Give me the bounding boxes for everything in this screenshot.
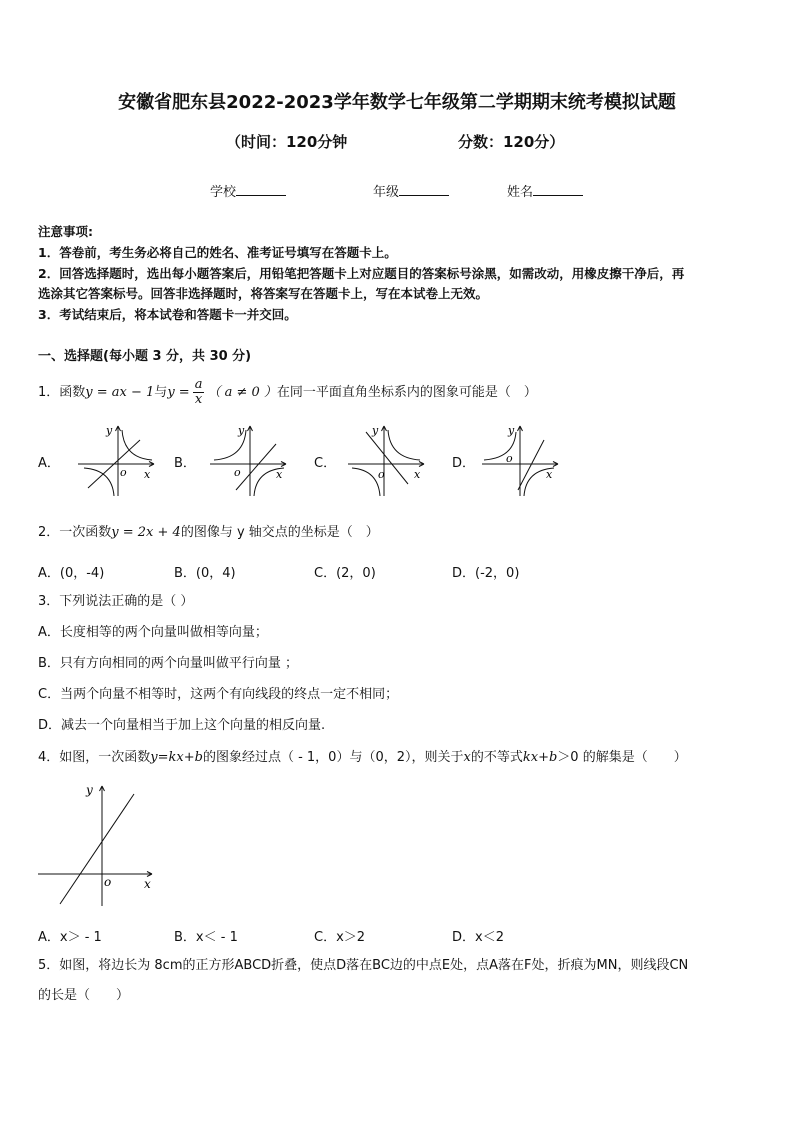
q1-graph-d	[478, 420, 562, 500]
y-axis-label: y	[238, 424, 245, 437]
name-label: 姓名	[507, 185, 534, 200]
school-field	[210, 181, 286, 200]
q4-graph	[34, 780, 158, 908]
origin-label: o	[104, 875, 112, 889]
q2-stem	[38, 523, 379, 543]
q1-fraction	[193, 378, 205, 407]
q2-option-a[interactable]: A．(0，-4)	[38, 566, 105, 581]
q4-option-c[interactable]: C．x＞2	[314, 930, 366, 945]
origin-label: o	[378, 468, 385, 481]
q4-option-b[interactable]: B．x＜ - 1	[174, 930, 238, 945]
q4-stem-b: 的图象经过点（ - 1，0）与（0，2），则关于	[202, 750, 464, 765]
q1-with: 与	[154, 385, 168, 400]
q1-formula-1: y = ax − 1	[85, 385, 155, 400]
q3-stem: 3．下列说法正确的是（ ）	[38, 594, 194, 609]
x-axis-label: x	[276, 468, 283, 481]
q2-option-d[interactable]: D．(-2，0)	[452, 566, 520, 581]
q1-number: 1．函数	[38, 385, 86, 400]
time-label: （时间：120分钟	[226, 133, 348, 151]
q4-stem-c: 的不等式	[470, 750, 523, 765]
origin-label: o	[506, 452, 513, 465]
school-label: 学校	[210, 185, 237, 200]
linear-function	[518, 440, 544, 490]
school-blank	[236, 183, 286, 196]
grade-blank	[399, 183, 449, 196]
q5-stem-line-2: 的长是（ ）	[38, 988, 130, 1003]
q2-formula: y = 2x + 4	[111, 525, 181, 540]
q1-rest: 在同一平面直角坐标系内的图象可能是（ ）	[276, 385, 537, 400]
linear-function	[236, 444, 276, 490]
q3-option-d[interactable]: D．减去一个向量相当于加上这个向量的相反向量.	[38, 718, 326, 733]
linear-function	[60, 794, 134, 904]
q1-graph-b	[206, 420, 290, 500]
origin-label: o	[234, 466, 241, 479]
q1-frac-den: x	[194, 392, 203, 407]
q1-option-c[interactable]: C．	[314, 456, 337, 471]
q4-stem-d: ＞0 的解集是（ ）	[557, 750, 687, 765]
notes-heading: 注意事项:	[38, 224, 93, 239]
x-axis-label: x	[546, 468, 553, 481]
q1-frac-num: a	[194, 377, 203, 392]
y-axis-label: y	[86, 783, 93, 797]
q3-option-b[interactable]: B．只有方向相同的两个向量叫做平行向量 ；	[38, 656, 299, 671]
x-axis-label: x	[144, 877, 151, 891]
x-axis-label: x	[414, 468, 421, 481]
origin-label: o	[120, 466, 127, 479]
q3-option-a[interactable]: A．长度相等的两个向量叫做相等向量；	[38, 625, 268, 640]
note-item: 选涂其它答案标号。回答非选择题时，将答案写在答题卡上，写在本试卷上无效。	[38, 286, 489, 301]
q4-formula: y=kx+b	[150, 750, 203, 765]
q5-stem-line-1: 5．如图，将边长为 8cm的正方形ABCD折叠，使点D落在BC边的中点E处，点A落在F处，折痕为MN，则线段CN	[38, 958, 689, 973]
y-axis-label: y	[372, 424, 379, 437]
section-heading: 一、选择题(每小题 3 分，共 30 分)	[38, 349, 252, 364]
name-blank	[533, 183, 583, 196]
hyperbola	[214, 430, 284, 496]
q1-option-d[interactable]: D．	[452, 456, 476, 471]
q2-option-b[interactable]: B．(0，4)	[174, 566, 236, 581]
q1-stem	[38, 378, 537, 407]
q1-formula-2: y =	[167, 385, 190, 400]
q4-option-d[interactable]: D．x＜2	[452, 930, 504, 945]
q4-inequality: kx+b	[522, 750, 558, 765]
score-label: 分数：120分）	[458, 133, 565, 151]
q1-option-a[interactable]: A．	[38, 456, 60, 471]
name-field	[507, 181, 583, 200]
q2-stem-b: 的图像与 y 轴交点的坐标是（ ）	[180, 525, 379, 540]
note-item: 1．答卷前，考生务必将自己的姓名、准考证号填写在答题卡上。	[38, 245, 397, 260]
q1-condition: （ a ≠ 0 ）	[207, 385, 277, 400]
q2-stem-a: 2．一次函数	[38, 525, 112, 540]
q4-stem-a: 4．如图，一次函数	[38, 750, 151, 765]
y-axis-label: y	[508, 424, 515, 437]
q3-option-c[interactable]: C．当两个向量不相等时，这两个有向线段的终点一定不相同；	[38, 687, 399, 702]
q4-variable: x	[463, 750, 471, 765]
q4-option-a[interactable]: A．x＞ - 1	[38, 930, 102, 945]
q1-graph-c	[344, 420, 428, 500]
q1-option-b[interactable]: B．	[174, 456, 196, 471]
y-axis-label: y	[106, 424, 113, 437]
note-item: 3．考试结束后，将本试卷和答题卡一并交回。	[38, 307, 297, 322]
note-item: 2．回答选择题时，选出每小题答案后，用铅笔把答题卡上对应题目的答案标号涂黑，如需改动，用橡皮擦干净后，再	[38, 266, 685, 281]
grade-field	[373, 181, 449, 200]
exam-title: 安徽省肥东县2022-2023学年数学七年级第二学期期末统考模拟试题	[118, 92, 676, 113]
x-axis-label: x	[144, 468, 151, 481]
q1-graph-a	[74, 420, 158, 500]
q2-option-c[interactable]: C．(2，0)	[314, 566, 376, 581]
hyperbola	[352, 430, 420, 496]
grade-label: 年级	[373, 185, 400, 200]
q4-stem	[38, 748, 687, 768]
